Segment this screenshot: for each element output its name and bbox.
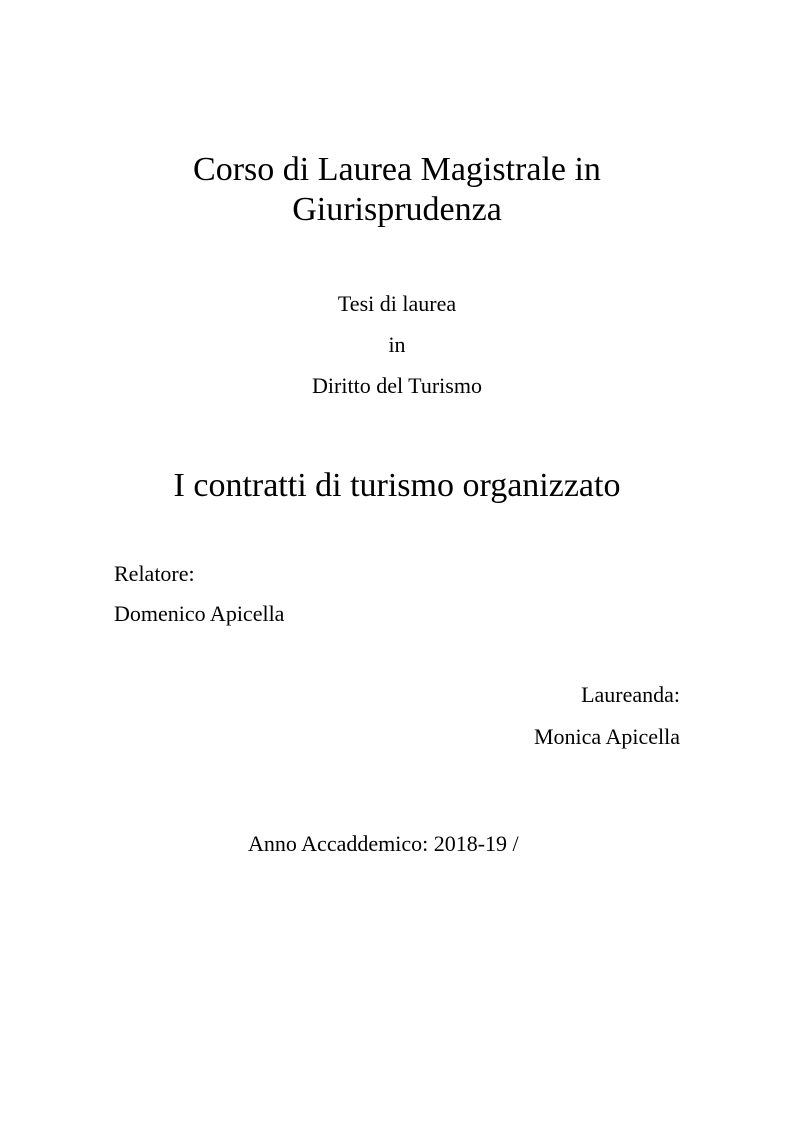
relatore-label: Relatore: <box>114 561 195 586</box>
thesis-connector: in <box>388 332 406 357</box>
course-title-line-1: Corso di Laurea Magistrale in <box>193 151 601 188</box>
thesis-title: I contratti di turismo organizzato <box>173 467 621 504</box>
laureanda-label: Laureanda: <box>581 682 680 707</box>
thesis-type: Tesi di laurea <box>337 291 457 316</box>
course-title-line-2: Giurisprudenza <box>292 191 502 228</box>
relatore-name: Domenico Apicella <box>114 601 285 626</box>
academic-year: Anno Accaddemico: 2018-19 / <box>248 831 519 856</box>
laureanda-name: Monica Apicella <box>533 724 680 749</box>
thesis-subject: Diritto del Turismo <box>312 373 482 398</box>
